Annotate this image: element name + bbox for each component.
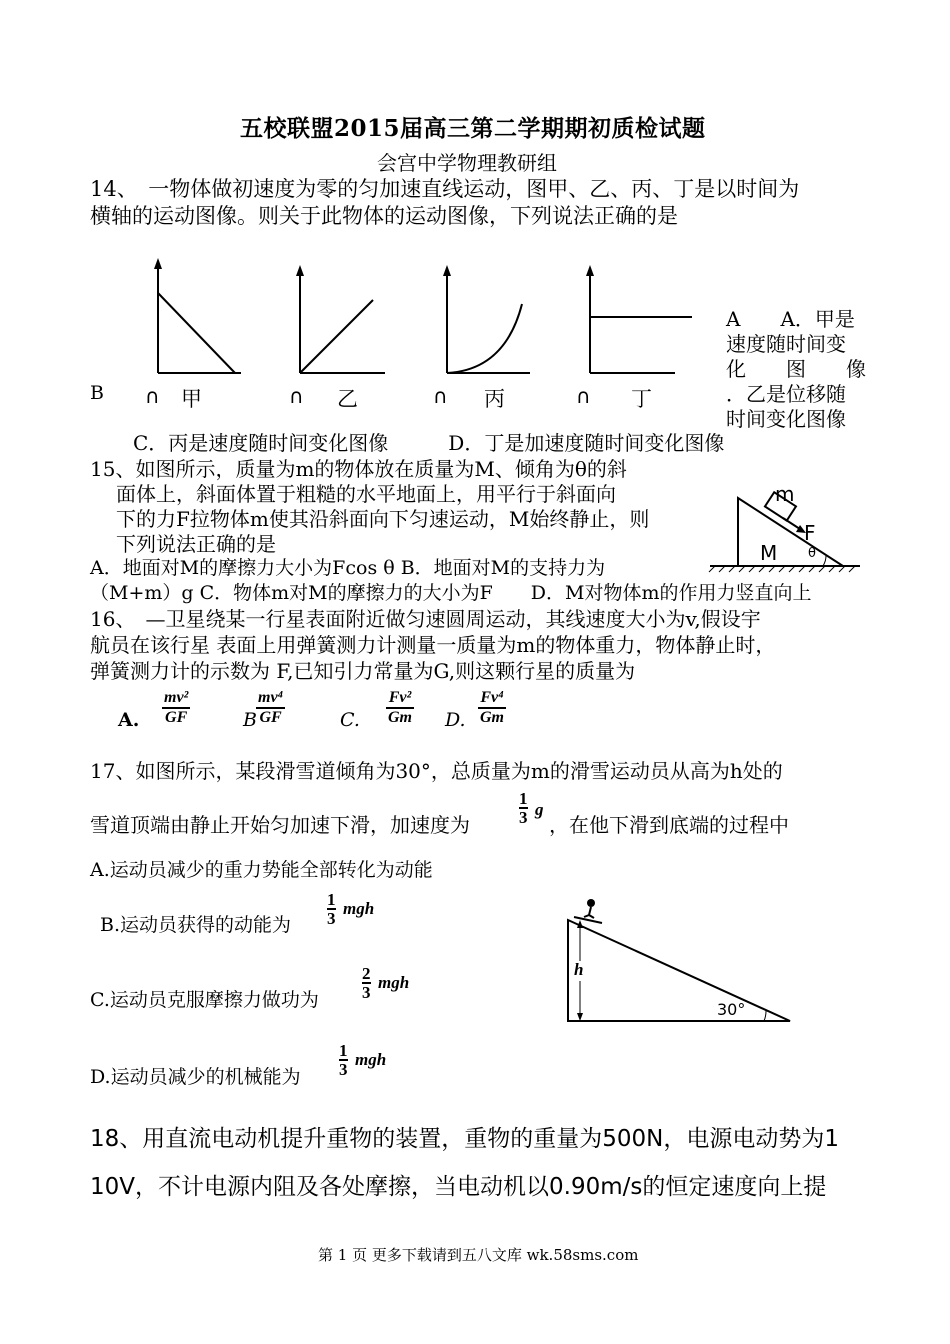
- q17-opt-b-fraction: [327, 891, 336, 927]
- q16-opt-c-den: Gm: [388, 709, 412, 726]
- graph-label-jia: 甲: [181, 387, 202, 411]
- q16-opt-b-fraction: [256, 689, 285, 727]
- origin-mark-jia: ∩: [145, 384, 160, 408]
- q17-opt-b-suffix: mgh: [343, 899, 375, 918]
- q17-opt-c-num: 2: [362, 964, 371, 983]
- page-footer: 第 1 页 更多下载请到五八文库 wk.58sms.com: [318, 1246, 639, 1264]
- q17-opt-a: A.运动员减少的重力势能全部转化为动能: [90, 859, 433, 881]
- q16-line-3: 弹簧测力计的示数为 F,已知引力常量为G,则这颗行星的质量为: [90, 659, 636, 683]
- incline-label-M: M: [760, 541, 778, 565]
- q16-opt-d-fraction: [478, 689, 506, 727]
- q16-opt-b-num: mv⁴: [258, 689, 284, 706]
- q14-opt-a-line-1: A A．甲是: [726, 307, 855, 331]
- graph-label-ding: 丁: [631, 387, 652, 411]
- q16-opt-a-den: GF: [162, 707, 190, 727]
- page-title: 五校联盟2015届高三第二学期期初质检试题: [240, 115, 706, 142]
- q17-opt-c: C.运动员克服摩擦力做功为: [90, 989, 319, 1011]
- q17-line-2a: 雪道顶端由静止开始匀加速下滑，加速度为: [90, 813, 470, 837]
- q14-opt-a-line-4: ．乙是位移随: [726, 382, 846, 406]
- q17-accel-suffix: g: [535, 800, 544, 819]
- q16-line-2: 航员在该行星 表面上用弹簧测力计测量一质量为m的物体重力，物体静止时，: [90, 633, 776, 657]
- origin-mark-bing: ∩: [433, 384, 448, 408]
- incline-label-F: F: [804, 521, 816, 545]
- q16-opt-a-label: A.: [118, 709, 140, 731]
- q14-line-1: 14、 一物体做初速度为零的匀加速直线运动，图甲、乙、丙、丁是以时间为: [90, 177, 800, 201]
- incline-label-theta: θ: [808, 546, 816, 561]
- slope-label-angle: 30°: [717, 1000, 746, 1019]
- q14-opt-a-line-3: 化 图 像: [726, 357, 866, 381]
- q15-opt-cd: （M+m）g C．物体m对M的摩擦力的大小为F D．M对物体m的作用力竖直向上: [90, 582, 812, 604]
- q18-line-1: 18、用直流电动机提升重物的装置，重物的重量为500N，电源电动势为1: [90, 1126, 840, 1152]
- q17-opt-d-num: 1: [339, 1041, 348, 1060]
- q17-opt-b-num: 1: [327, 890, 336, 909]
- q17-opt-c-fraction: [362, 965, 371, 1001]
- q17-opt-d-suffix: mgh: [355, 1050, 387, 1069]
- q16-line-1: 16、 —卫星绕某一行星表面附近做匀速圆周运动，其线速度大小为v,假设宇: [90, 607, 761, 631]
- q16-opt-d-label: D.: [445, 709, 466, 731]
- ski-slope-figure: [560, 893, 800, 1033]
- q16-opt-d-den: Gm: [480, 709, 504, 726]
- q14-opt-a-line-5: 时间变化图像: [726, 407, 846, 431]
- slope-label-h: h: [574, 960, 584, 979]
- q17-opt-b-den: 3: [327, 909, 336, 928]
- q16-opt-b-label: B: [243, 709, 257, 731]
- q17-opt-c-den: 3: [362, 983, 371, 1002]
- q17-opt-d: D.运动员减少的机械能为: [90, 1066, 301, 1088]
- q17-accel-num: 1: [519, 789, 528, 808]
- q16-opt-a-fraction: [162, 689, 190, 727]
- q16-opt-c-num: Fv²: [388, 689, 412, 706]
- incline-label-m: m: [775, 482, 795, 506]
- graph-label-yi: 乙: [337, 387, 358, 411]
- origin-mark-ding: ∩: [576, 384, 591, 408]
- graph-label-bing: 丙: [484, 387, 505, 411]
- q17-accel-fraction: [519, 790, 528, 826]
- q14-line-2: 横轴的运动图像。则关于此物体的运动图像，下列说法正确的是: [90, 204, 678, 228]
- skier-icon: [574, 899, 602, 923]
- q14-opt-cd: C．丙是速度随时间变化图像 D．丁是加速度随时间变化图像: [133, 431, 725, 455]
- q17-line-1: 17、如图所示，某段滑雪道倾角为30°，总质量为m的滑雪运动员从高为h处的: [90, 759, 783, 783]
- q15-line-1: 15、如图所示，质量为m的物体放在质量为M、倾角为θ的斜: [90, 457, 627, 481]
- q14-b-marker: B: [90, 382, 104, 404]
- page-subtitle: 会宫中学物理教研组: [377, 151, 557, 175]
- q16-opt-b-den: GF: [256, 707, 285, 727]
- q17-opt-d-den: 3: [339, 1060, 348, 1079]
- q17-opt-c-suffix: mgh: [378, 973, 410, 992]
- origin-mark-yi: ∩: [289, 384, 304, 408]
- q16-opt-c-label: C.: [340, 709, 360, 731]
- q17-opt-d-fraction: [339, 1042, 348, 1078]
- q17-line-2b: ，在他下滑到底端的过程中: [549, 813, 789, 837]
- q17-opt-b: B.运动员获得的动能为: [100, 914, 292, 936]
- q14-opt-a-line-2: 速度随时间变: [726, 332, 846, 356]
- q17-accel-den: 3: [519, 808, 528, 827]
- q15-line-2: 面体上，斜面体置于粗糙的水平地面上，用平行于斜面向: [116, 482, 616, 506]
- q15-line-4: 下列说法正确的是: [116, 532, 276, 556]
- q16-opt-c-fraction: [386, 689, 414, 727]
- q16-opt-a-num: mv²: [164, 689, 189, 706]
- q16-opt-d-num: Fv⁴: [480, 689, 504, 706]
- q15-line-3: 下的力F拉物体m使其沿斜面向下匀速运动，M始终静止，则: [116, 507, 650, 531]
- q15-opt-ab: A．地面对M的摩擦力大小为Fcos θ B．地面对M的支持力为: [90, 557, 606, 579]
- q18-line-2: 10V，不计电源内阻及各处摩擦，当电动机以0.90m/s的恒定速度向上提: [90, 1174, 827, 1200]
